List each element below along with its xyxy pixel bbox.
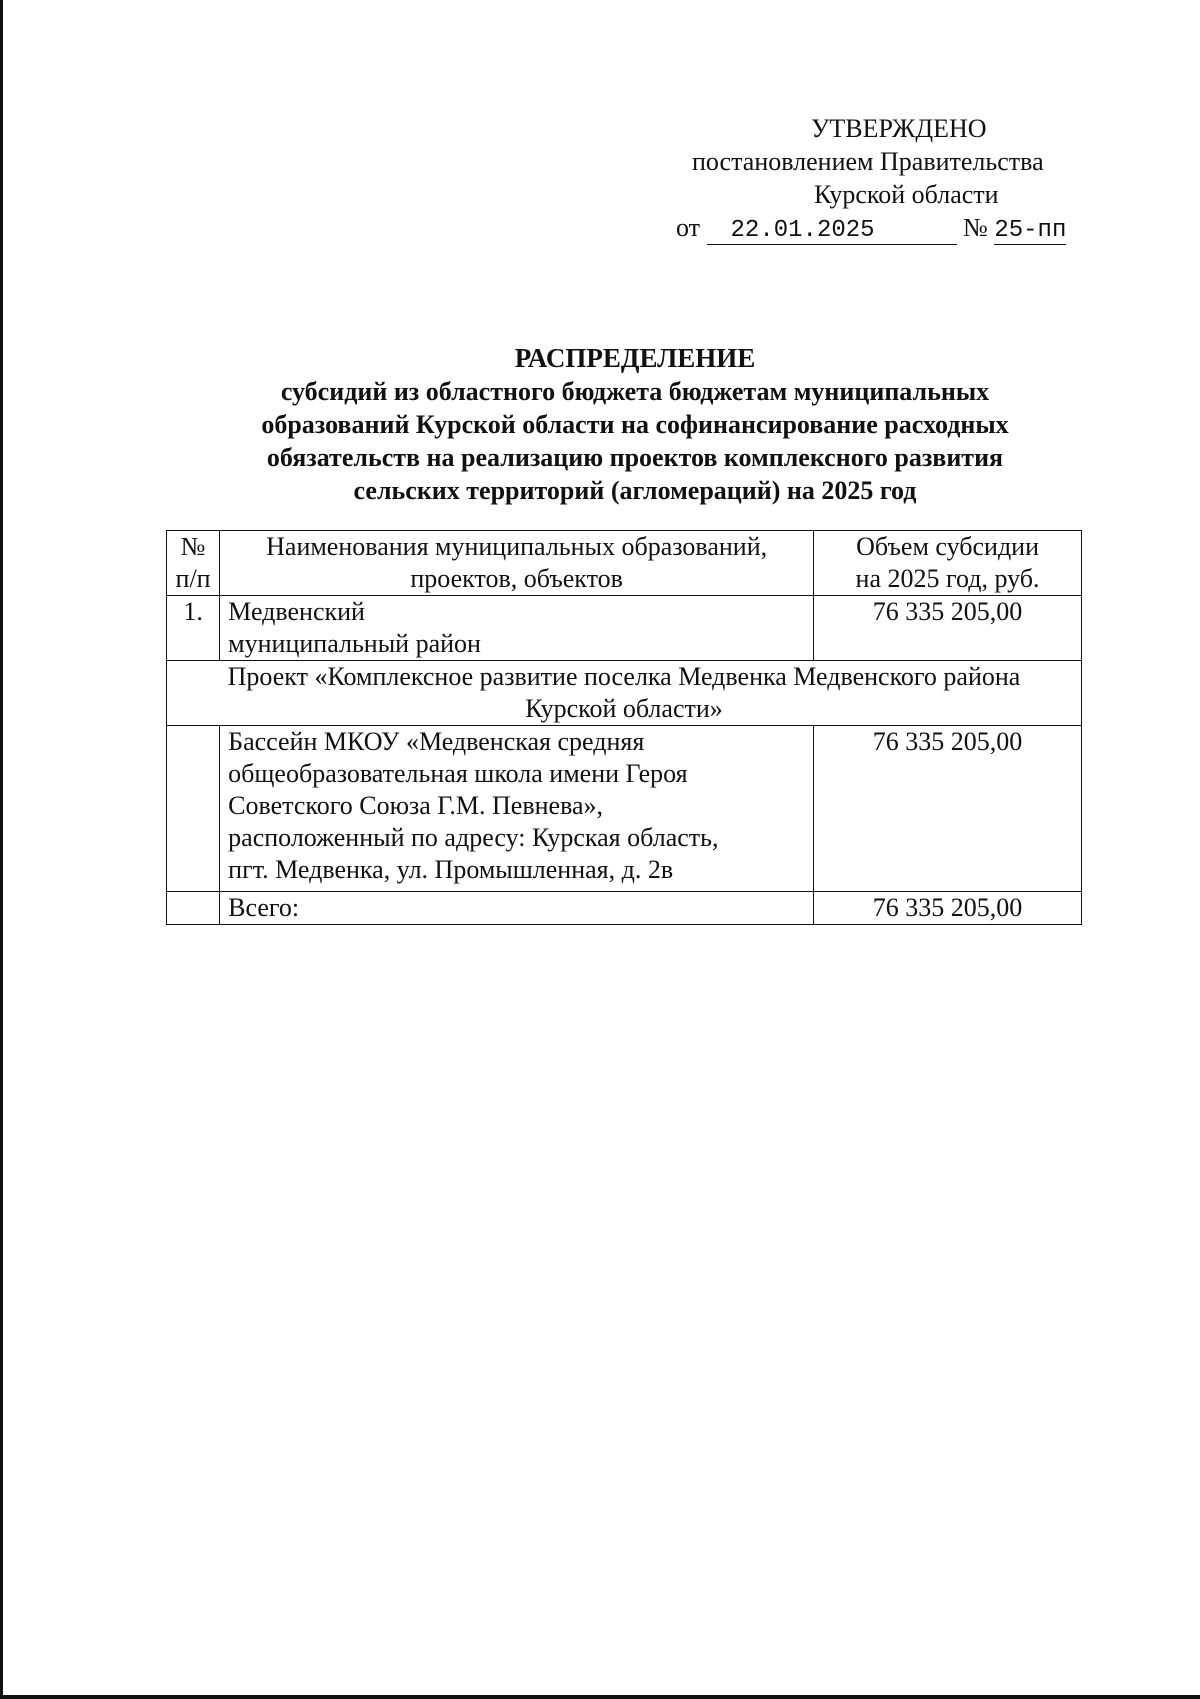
approval-date: 22.01.2025 — [707, 217, 957, 245]
table-row — [167, 596, 1082, 661]
header-sum-line1: Объем субсидии — [856, 532, 1039, 561]
document-title: РАСПРЕДЕЛЕНИЕ — [514, 343, 756, 373]
row-name-line2: муниципальный район — [228, 629, 481, 658]
project-line2: Курской области» — [525, 694, 723, 723]
approval-date-line — [676, 211, 1066, 245]
subtitle-line: обязательств на реализацию проектов комплексного развития — [266, 443, 1004, 472]
header-num-line2: п/п — [175, 564, 211, 593]
approval-line-1: постановлением Правительства — [692, 147, 1044, 176]
header-num-line1: № — [180, 532, 206, 561]
total-row — [167, 892, 1082, 925]
object-sum: 76 335 205,00 — [814, 726, 1082, 892]
approval-title: УТВЕРЖДЕНО — [811, 114, 987, 143]
total-label: Всего: — [220, 892, 814, 925]
project-row — [167, 661, 1082, 726]
scan-border-left — [0, 0, 3, 1699]
header-sum-line2: на 2025 год, руб. — [855, 564, 1040, 593]
distribution-table — [166, 530, 1082, 925]
header-name — [220, 531, 814, 596]
approval-number: 25-пп — [994, 217, 1067, 244]
number-prefix: № — [963, 213, 988, 242]
header-num — [167, 531, 220, 596]
row-name-line1: Медвенский — [228, 597, 365, 626]
object-name-line: пгт. Медвенка, ул. Промышленная, д. 2в — [228, 855, 674, 884]
row-name — [220, 596, 814, 661]
object-num — [167, 726, 220, 892]
object-name — [220, 726, 814, 892]
object-name-line: общеобразовательная школа имени Героя — [228, 759, 688, 788]
row-sum: 76 335 205,00 — [814, 596, 1082, 661]
document-title-block — [160, 342, 1110, 507]
table-header-row — [167, 531, 1082, 596]
row-num: 1. — [167, 596, 220, 661]
object-name-line: расположенный по адресу: Курская область, — [228, 823, 719, 852]
object-row — [167, 726, 1082, 892]
object-name-line: Бассейн МКОУ «Медвенская средняя — [228, 727, 645, 756]
header-name-line2: проектов, объектов — [410, 564, 623, 593]
approval-line-2: Курской области — [814, 180, 999, 209]
project-cell — [167, 661, 1082, 726]
header-sum — [814, 531, 1082, 596]
project-line1: Проект «Комплексное развитие поселка Медвенка Медвенского района — [227, 662, 1021, 691]
header-name-line1: Наименования муниципальных образований, — [266, 532, 768, 561]
subtitle-line: субсидий из областного бюджета бюджетам муниципальных — [280, 377, 990, 406]
subtitle-line: сельских территорий (агломераций) на 2025 год — [353, 476, 917, 505]
total-sum: 76 335 205,00 — [814, 892, 1082, 925]
total-num — [167, 892, 220, 925]
date-prefix: от — [676, 213, 701, 242]
scan-border-bottom — [0, 1695, 1200, 1699]
subtitle-line: образований Курской области на софинансирование расходных — [261, 410, 1009, 439]
object-name-line: Советского Союза Г.М. Певнева», — [228, 791, 604, 820]
